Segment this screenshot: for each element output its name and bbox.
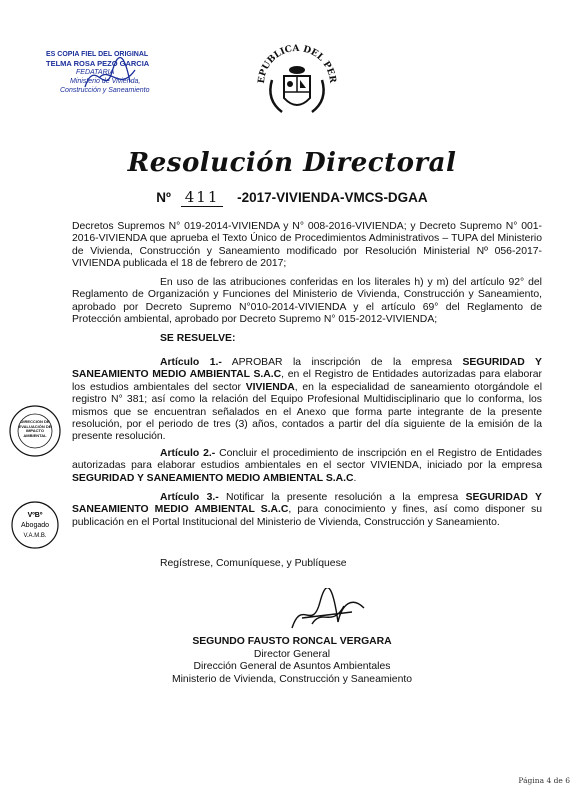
article-1-company: SEGURIDAD Y SANEAMIENTO MEDIO AMBIENTAL S.A.C [72,357,542,381]
article-1-text: APROBAR la inscripción de la empresa [221,357,463,368]
document-title: Resolución Directoral [127,148,457,178]
se-resuelve-heading: SE RESUELVE: [160,333,236,344]
coat-of-arms-icon [254,40,340,130]
number-prefix: Nº [156,190,171,205]
signer-office: Dirección General de Asuntos Ambientales [193,661,391,673]
vobo-line3: V.A.M.B. [23,533,47,539]
article-2-text: Concluir el procedimiento de inscripción en el Registro de Entidades autorizadas para elaborar estudios ambientales en el sector VIVIENDA, iniciado por la empresa [72,448,542,472]
article-1-text-b: , en el Registro de Entidades autorizadas para elaborar los estudios ambientales del sector [72,369,542,393]
vobo-stamp [10,500,60,550]
article-2-text-b: . [353,472,357,484]
director-signature [282,588,372,636]
article-1-label: Artículo 1.- [160,357,222,368]
page-number: Página 4 de 6 [518,776,570,785]
article-2-label: Artículo 2.- [160,448,216,459]
national-seal [254,40,340,130]
vobo-line2: Abogado [20,522,50,529]
paragraph-attributions: En uso de las atribuciones conferidas en los literales h) y m) del artículo 92° del Reglamento de Organización y Funciones del Ministerio de Vivienda, Construcción y Saneamiento, aprobado por Decreto Supremo N°010-2014-VIVIENDA y el artículo 69° del Reglamento de Protección ambiental, aprobado por Decreto Supremo N° 015-2012-VIVIENDA; [72,277,542,326]
stamp-line-name: TELMA ROSA PEZO GARCIA [46,59,150,68]
article-2 [72,448,542,485]
closing-formula: Regístrese, Comuníquese, y Publíquese [160,558,347,569]
article-3-label: Artículo 3.- [160,492,219,503]
signer-ministry: Ministerio de Vivienda, Construcción y Saneamiento [171,673,413,685]
evaluation-stamp-text: DIRECCIÓN DE EVALUACIÓN DE IMPACTO AMBIENTAL [18,420,52,438]
seal-text: EPUBLICA DEL PER [256,43,338,84]
number-value: 411 [181,188,224,207]
paragraph-decrees: Decretos Supremos N° 019-2014-VIVIENDA y N° 008-2016-VIVIENDA; y Decreto Supremo N° 001-2016-VIVIENDA que aprueba el Texto Único de Procedimientos Administrativos – TUPA del Ministerio de Vivienda, Construcción y Saneamiento modificado por Resolución Ministerial Nº 056-2017-VIVIENDA publicada el 18 de febrero de 2017; [72,221,542,270]
stamp-line-ministry-2: Construcción y Saneamiento [60,87,150,94]
stamp-line-copy: ES COPIA FIEL DEL ORIGINAL [46,51,149,58]
signer-role: Director General [253,648,331,660]
fedatario-signature [80,52,140,102]
evaluation-stamp [8,404,62,458]
number-suffix: -2017-VIVIENDA-VMCS-DGAA [237,190,428,205]
resolution-number [0,188,584,207]
article-1 [72,357,542,444]
stamp-line-role: FEDATARIA [76,69,115,76]
article-3-text: Notificar la presente resolución a la empresa [218,492,466,503]
article-2-company: SEGURIDAD Y SANEAMIENTO MEDIO AMBIENTAL S.A.C [72,472,354,484]
svg-text:REPUBLICA DEL PERU [254,40,337,84]
article-3 [72,492,542,529]
signer-block [0,636,584,686]
article-3-company: SEGURIDAD Y SANEAMIENTO MEDIO AMBIENTAL S.A.C [72,492,542,516]
article-1-sector: VIVIENDA [245,381,295,393]
stamp-line-ministry: Ministerio de Vivienda, [70,78,141,85]
article-1-text-c: , en la especialidad de saneamiento otorgándole el registro N° 381; así como la relación del Equipo Profesional Multidisciplinario que lo conforma, los mismos que se encuentran señalados en el Anexo que forma parte integrante de la presente resolución, por el periodo de tres (3) años, contados a partir del día siguiente de la emisión de la presente resolución. [72,381,542,443]
article-3-text-b: , para conocimiento y fines, así como disponer su publicación en el Portal Institucional del Ministerio de Vivienda, Construcción y Saneamiento. [72,504,542,528]
signer-name: SEGUNDO FAUSTO RONCAL VERGARA [192,636,392,647]
vobo-line1: VºBº [27,512,43,519]
